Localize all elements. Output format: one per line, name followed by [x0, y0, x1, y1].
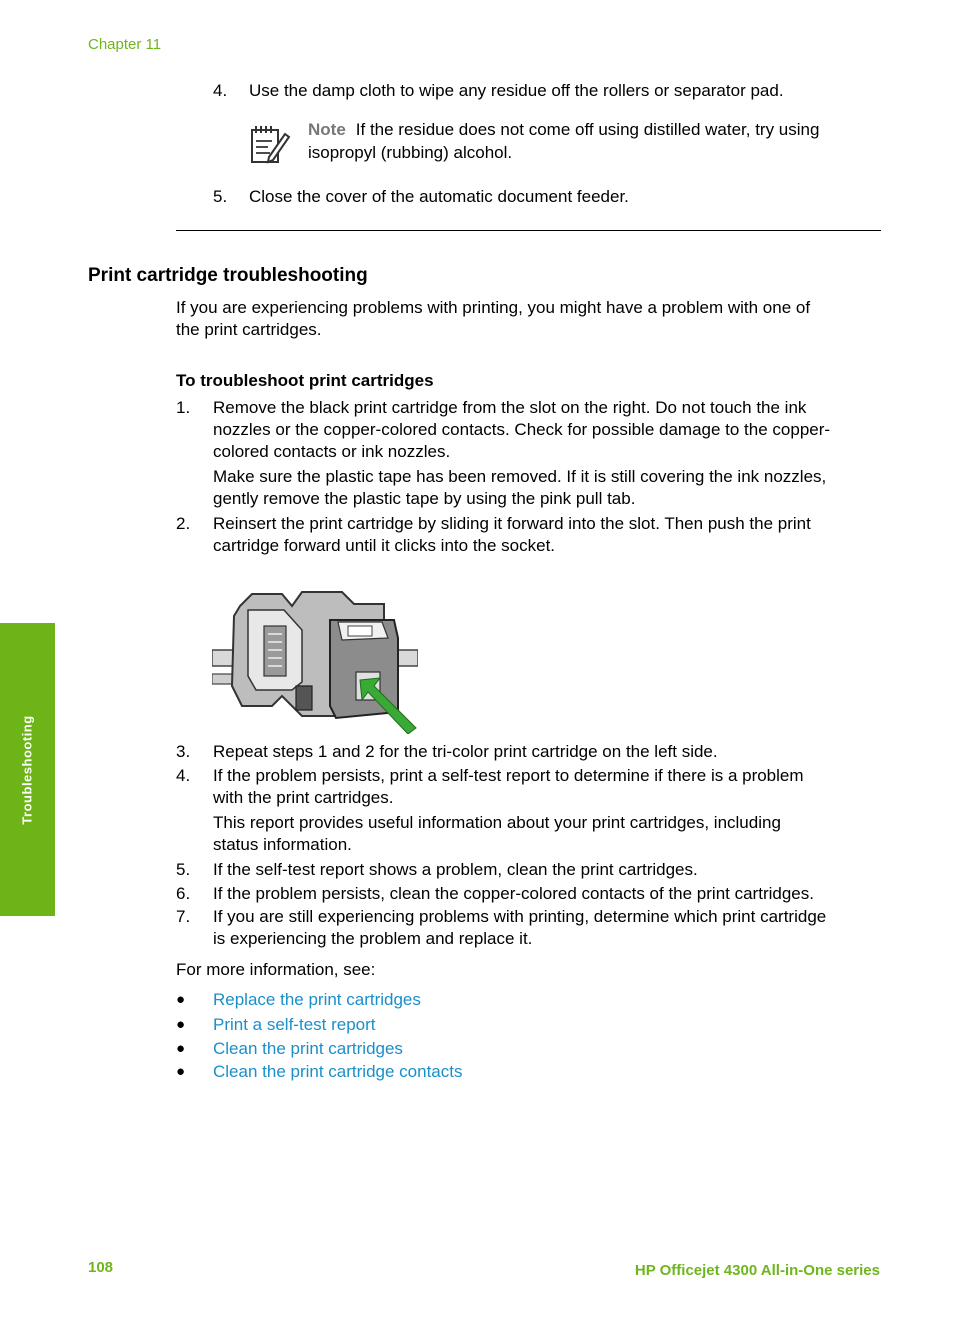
page-number: 108: [88, 1259, 114, 1276]
bullet: ●: [176, 1016, 186, 1033]
step-line: If the self-test report shows a problem, clean the print cartridges.: [213, 860, 698, 879]
step-number: 5.: [176, 860, 191, 879]
chapter-header: Chapter 11: [88, 36, 162, 53]
cartridge-insertion-illustration: [212, 586, 418, 739]
link-clean-cartridges[interactable]: Clean the print cartridges: [213, 1039, 403, 1058]
bullet: ●: [176, 991, 186, 1008]
step-line: nozzles or the copper-colored contacts. Check for possible damage to the copper-: [213, 420, 831, 439]
step-line: Remove the black print cartridge from the slot on the right. Do not touch the ink: [213, 398, 807, 417]
step-text: Close the cover of the automatic document feeder.: [249, 187, 629, 206]
step-line: If the problem persists, clean the copper-colored contacts of the print cartridges.: [213, 884, 814, 903]
procedure-title: To troubleshoot print cartridges: [176, 371, 434, 390]
step-number: 6.: [176, 884, 191, 903]
bullet: ●: [176, 1040, 186, 1057]
section-divider: [176, 230, 881, 231]
step-number: 4.: [176, 766, 191, 785]
step-extra-line: status information.: [213, 835, 352, 854]
step-line: Repeat steps 1 and 2 for the tri-color print cartridge on the left side.: [213, 742, 718, 761]
sidebar-tab-label: Troubleshooting: [19, 715, 35, 825]
step-number: 3.: [176, 742, 191, 761]
step-line: If the problem persists, print a self-test report to determine if there is a problem: [213, 766, 804, 785]
step-line: cartridge forward until it clicks into the socket.: [213, 536, 556, 555]
footer-title: HP Officejet 4300 All-in-One series: [634, 1262, 880, 1279]
step-number: 7.: [176, 907, 191, 926]
note-line-2: isopropyl (rubbing) alcohol.: [308, 143, 513, 162]
step-extra-line: gently remove the plastic tape by using the pink pull tab.: [213, 489, 636, 508]
bullet: ●: [176, 1063, 186, 1080]
intro-line-2: the print cartridges.: [176, 320, 322, 339]
step-number: 5.: [213, 187, 228, 206]
step-line: is experiencing the problem and replace it.: [213, 929, 533, 948]
intro-line-1: If you are experiencing problems with printing, you might have a problem with one of: [176, 298, 811, 317]
note-line-1: [308, 119, 819, 141]
more-info-label: For more information, see:: [176, 960, 376, 979]
note-text: If the residue does not come off using distilled water, try using: [355, 120, 820, 139]
step-number: 4.: [213, 81, 228, 100]
step-text: Use the damp cloth to wipe any residue off the rollers or separator pad.: [249, 81, 784, 100]
step-line: If you are still experiencing problems with printing, determine which print cartridge: [213, 907, 827, 926]
step-line: Reinsert the print cartridge by sliding it forward into the slot. Then push the print: [213, 514, 811, 533]
step-line: colored contacts or ink nozzles.: [213, 442, 451, 461]
section-title: Print cartridge troubleshooting: [88, 265, 368, 286]
note-label: Note: [308, 120, 346, 139]
step-number: 2.: [176, 514, 191, 533]
step-line: with the print cartridges.: [213, 788, 394, 807]
link-self-test-report[interactable]: Print a self-test report: [213, 1015, 376, 1034]
note-pad-icon: [249, 124, 293, 171]
link-replace-cartridges[interactable]: Replace the print cartridges: [213, 990, 421, 1009]
link-clean-cartridge-contacts[interactable]: Clean the print cartridge contacts: [213, 1062, 463, 1081]
step-number: 1.: [176, 398, 191, 417]
step-extra-line: This report provides useful information about your print cartridges, including: [213, 813, 781, 832]
step-extra-line: Make sure the plastic tape has been removed. If it is still covering the ink nozzles,: [213, 467, 827, 486]
